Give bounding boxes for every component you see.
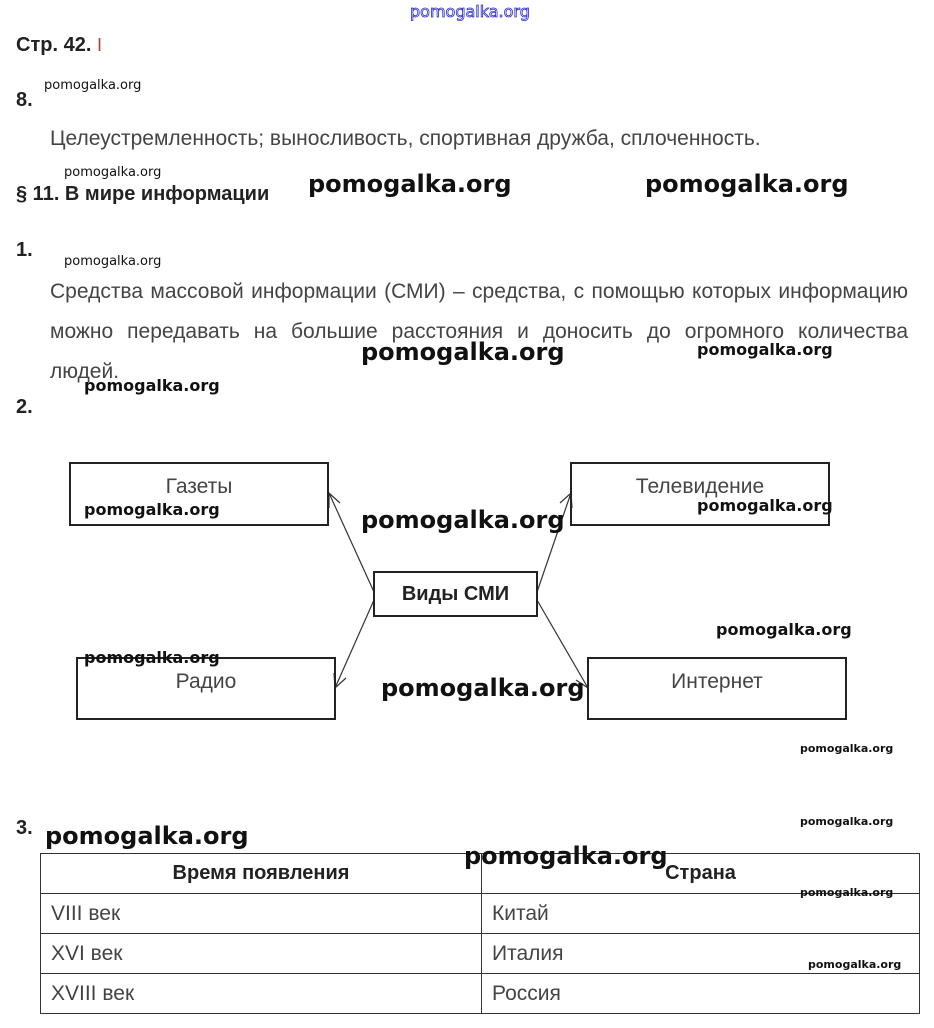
watermark: pomogalka.org xyxy=(800,886,894,899)
header-time: Время появления xyxy=(41,854,482,894)
watermark: pomogalka.org xyxy=(716,620,852,639)
watermark: pomogalka.org xyxy=(361,506,565,534)
watermark: pomogalka.org xyxy=(645,170,849,198)
history-table xyxy=(40,853,920,1014)
arrow-radio xyxy=(335,600,374,688)
label: Телевидение xyxy=(635,475,765,498)
header-country: Страна xyxy=(482,854,920,894)
watermark: pomogalka.org xyxy=(44,78,142,93)
page-label: Стр. 42. xyxy=(16,34,92,56)
table-row xyxy=(41,894,920,934)
table-row xyxy=(41,934,920,974)
cell: Россия xyxy=(482,974,920,1014)
cell: XVIII век xyxy=(41,974,482,1014)
task-1-text: Средства массовой информации (СМИ) – средства, с помощью которых информацию можно передавать на большие расстояния и доносить до огромного количества людей. xyxy=(50,280,908,383)
box-tv xyxy=(570,462,830,526)
watermark: pomogalka.org xyxy=(381,674,585,702)
task-3-number: 3. xyxy=(16,817,33,839)
task-2-number: 2. xyxy=(16,396,33,418)
cell: Китай xyxy=(482,894,920,934)
watermark: pomogalka.org xyxy=(84,648,220,667)
watermark: pomogalka.org xyxy=(800,815,894,828)
watermark: pomogalka.org xyxy=(84,376,220,395)
watermark: pomogalka.org xyxy=(464,842,668,870)
label: Газеты xyxy=(165,475,233,498)
cell: VIII век xyxy=(41,894,482,934)
watermark: pomogalka.org xyxy=(45,822,249,850)
watermark: pomogalka.org xyxy=(84,500,220,519)
box-center xyxy=(373,571,538,617)
task-8-number: 8. xyxy=(16,89,33,111)
mark: I xyxy=(96,35,102,55)
task-1-number: 1. xyxy=(16,239,33,261)
watermark: pomogalka.org xyxy=(64,165,162,180)
watermark: pomogalka.org xyxy=(697,496,833,515)
box-internet xyxy=(587,657,847,720)
watermark: pomogalka.org xyxy=(800,742,894,755)
watermark: pomogalka.org xyxy=(410,2,530,21)
label: Интернет xyxy=(671,669,763,693)
label: Радио xyxy=(175,669,237,693)
watermark: pomogalka.org xyxy=(308,170,512,198)
cell: XVI век xyxy=(41,934,482,974)
task-8-answer: Целеустремленность; выносливость, спортивная дружба, сплоченность. xyxy=(50,127,761,150)
watermark: pomogalka.org xyxy=(808,958,902,971)
section-title: § 11. В мире информации xyxy=(16,183,270,205)
table-row xyxy=(41,974,920,1014)
cell: Италия xyxy=(482,934,920,974)
watermark: pomogalka.org xyxy=(697,340,833,359)
watermark: pomogalka.org xyxy=(64,254,162,269)
label: Виды СМИ xyxy=(401,582,510,605)
watermark: pomogalka.org xyxy=(361,338,565,366)
